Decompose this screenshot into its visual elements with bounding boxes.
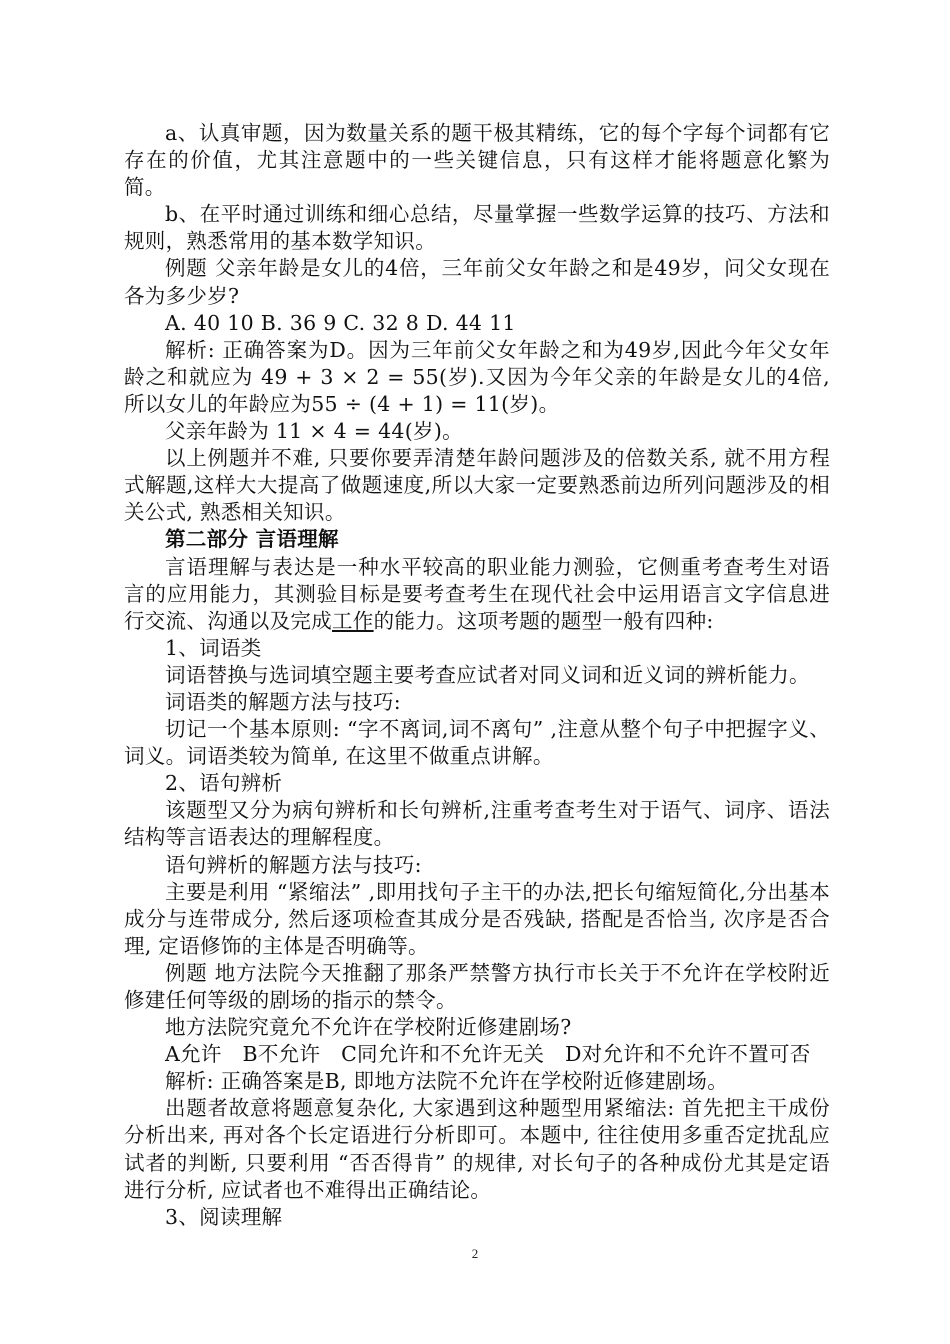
subheading-sentence: 2、语句辨析	[165, 771, 283, 796]
example-options-court: A允许 B不允许 C同允许和不允许无关 D对允许和不允许不置可否	[165, 1042, 811, 1067]
example-question-age: 例题 父亲年龄是女儿的4倍，三年前父女年龄之和是49岁，问父女现在各为多少岁?	[124, 256, 830, 308]
work-link[interactable]: 工作	[332, 608, 374, 633]
section-heading-verbal: 第二部分 言语理解	[165, 527, 339, 552]
verbal-intro-part2: 的能力。这项考题的题型一般有四种:	[373, 608, 714, 633]
example-question-court-ask: 地方法院究竟允不允许在学校附近修建剧场?	[165, 1015, 572, 1040]
paragraph-tip-a: a、认真审题，因为数量关系的题干极其精练，它的每个字每个词都有它存在的价值，尤其注意题中的一些关键信息，只有这样才能将题意化繁为简。	[124, 121, 830, 200]
paragraph-verbal-intro	[124, 554, 830, 635]
paragraph-sentence-method: 语句辨析的解题方法与技巧:	[165, 852, 422, 877]
father-age-result: 父亲年龄为 11 × 4 = 44(岁)。	[165, 419, 463, 444]
paragraph-vocabulary-method: 词语类的解题方法与技巧:	[165, 689, 402, 714]
paragraph-summary: 以上例题并不难, 只要你要弄清楚年龄问题涉及的倍数关系, 就不用方程式解题,这样大大提高了做题速度,所以大家一定要熟悉前边所列问题涉及的相关公式, 熟悉相关知识。	[124, 446, 830, 525]
paragraph-tip-b: b、在平时通过训练和细心总结，尽量掌握一些数学运算的技巧、方法和规则，熟悉常用的基本数学知识。	[124, 202, 830, 254]
subheading-reading: 3、阅读理解	[165, 1204, 283, 1229]
verbal-intro-part1: 言语理解与表达是一种水平较高的职业能力测验，它侧重考查考生对语言的应用能力，其测验目标是要考查考生在现代社会中运用语言文字信息进行交流、沟通以及完成	[124, 554, 830, 633]
analysis-court: 解析: 正确答案是B, 即地方法院不允许在学校附近修建剧场。	[165, 1069, 729, 1094]
paragraph-vocabulary-desc: 词语替换与选词填空题主要考查应试者对同义词和近义词的辨析能力。	[165, 662, 810, 687]
paragraph-sentence-desc: 该题型又分为病句辨析和长句辨析,注重考查考生对于语气、词序、语法结构等言语表达的理解程度。	[124, 798, 830, 850]
paragraph-court-explanation: 出题者故意将题意复杂化, 大家遇到这种题型用紧缩法: 首先把主干成份分析出来, 再对各个长定语进行分析即可。本题中, 往往使用多重否定扰乱应试者的判断, 只要利用 “否否得肯” 的规律, 对长句子的各种成份尤其是定语进行分析, 应试者也不难得出正确结论。	[124, 1096, 830, 1202]
example-question-court: 例题 地方法院今天推翻了那条严禁警方执行市长关于不允许在学校附近修建任何等级的剧场的指示的禁令。	[124, 960, 830, 1012]
subheading-vocabulary: 1、词语类	[165, 635, 262, 660]
example-options-age: A. 40 10 B. 36 9 C. 32 8 D. 44 11	[165, 310, 516, 335]
analysis-age: 解析: 正确答案为D。因为三年前父女年龄之和为49岁,因此今年父女年龄之和就应为 49 + 3 × 2 = 55(岁).又因为今年父亲的年龄是女儿的4倍, 所以女儿的年龄应为55 ÷ (4 + 1) = 11(岁)。	[124, 337, 830, 416]
paragraph-vocabulary-principle: 切记一个基本原则: “字不离词,词不离句” ,注意从整个句子中把握字义、词义。词语类较为简单, 在这里不做重点讲解。	[124, 717, 830, 769]
document-body	[124, 120, 830, 1231]
page-number: 2	[471, 1246, 479, 1261]
paragraph-compression-method: 主要是利用 “紧缩法” ,即用找句子主干的办法,把长句缩短简化,分出基本成分与连带成分, 然后逐项检查其成分是否残缺, 搭配是否恰当, 次序是否合理, 定语修饰的主体是否明确等。	[124, 879, 830, 958]
